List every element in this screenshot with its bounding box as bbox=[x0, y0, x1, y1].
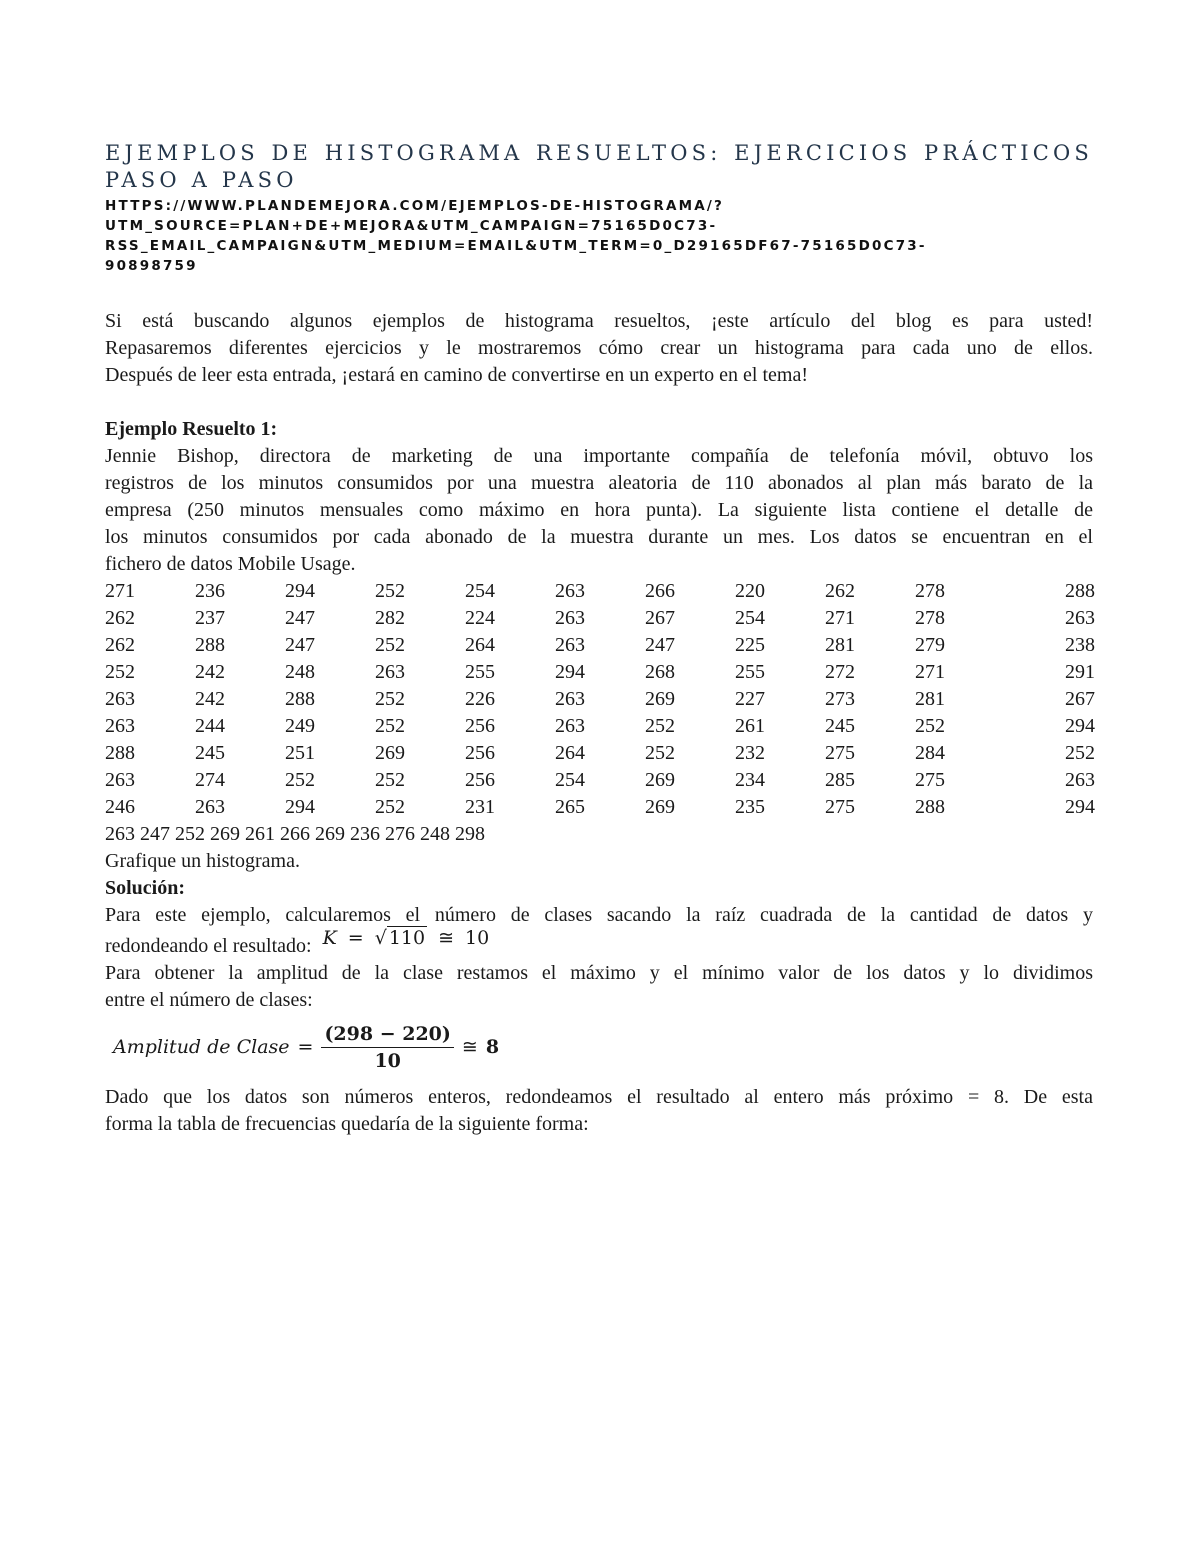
document-content bbox=[105, 140, 1093, 1138]
fraction-denominator: 10 bbox=[374, 1049, 401, 1072]
title-line-2: PASO A PASO bbox=[105, 168, 298, 192]
table-cell: 294 bbox=[555, 661, 585, 683]
table-cell: 288 bbox=[915, 796, 945, 818]
eq2-equals: = bbox=[297, 1036, 314, 1058]
table-cell: 264 bbox=[555, 742, 585, 764]
table-cell: 251 bbox=[285, 742, 315, 764]
table-cell: 252 bbox=[105, 661, 135, 683]
table-cell: 269 bbox=[645, 796, 675, 818]
table-cell: 252 bbox=[645, 742, 675, 764]
solution-section bbox=[105, 821, 1093, 929]
table-cell: 273 bbox=[825, 688, 855, 710]
table-cell: 267 bbox=[1065, 688, 1095, 710]
table-cell: 294 bbox=[285, 796, 315, 818]
table-cell: 242 bbox=[195, 661, 225, 683]
table-cell: 279 bbox=[915, 634, 945, 656]
task-text: Grafique un histograma. bbox=[105, 850, 300, 872]
example-line-3: empresa (250 minutos mensuales como máximo en hora punta). La siguiente lista contiene el detalle de bbox=[105, 499, 1093, 521]
table-cell: 278 bbox=[915, 580, 945, 602]
table-cell: 255 bbox=[735, 661, 765, 683]
table-cell: 252 bbox=[375, 769, 405, 791]
table-cell: 272 bbox=[825, 661, 855, 683]
solution-line-4: entre el número de clases: bbox=[105, 989, 313, 1011]
table-cell: 254 bbox=[555, 769, 585, 791]
table-cell: 266 bbox=[645, 580, 675, 602]
document-title bbox=[105, 140, 1093, 194]
solution-heading: Solución: bbox=[105, 877, 186, 899]
table-cell: 247 bbox=[285, 634, 315, 656]
table-cell: 254 bbox=[735, 607, 765, 629]
intro-line-3: Después de leer esta entrada, ¡estará en camino de convertirse en un experto en el tema! bbox=[105, 364, 808, 386]
table-cell: 225 bbox=[735, 634, 765, 656]
table-cell: 274 bbox=[195, 769, 225, 791]
table-cell: 264 bbox=[465, 634, 495, 656]
table-cell: 263 bbox=[105, 715, 135, 737]
example-line-5: fichero de datos Mobile Usage. bbox=[105, 553, 356, 575]
table-cell: 294 bbox=[285, 580, 315, 602]
table-cell: 271 bbox=[825, 607, 855, 629]
amplitude-text bbox=[105, 960, 1093, 1014]
table-cell: 235 bbox=[735, 796, 765, 818]
solution-line-1: Para este ejemplo, calcularemos el número de clases sacando la raíz cuadrada de la cantidad de datos y bbox=[105, 904, 1093, 926]
table-cell: 263 bbox=[555, 580, 585, 602]
table-row bbox=[105, 605, 1095, 632]
table-cell: 262 bbox=[105, 634, 135, 656]
table-cell: 256 bbox=[465, 715, 495, 737]
table-cell: 252 bbox=[375, 634, 405, 656]
table-cell: 252 bbox=[375, 580, 405, 602]
table-cell: 232 bbox=[735, 742, 765, 764]
table-cell: 252 bbox=[1065, 742, 1095, 764]
fraction bbox=[321, 1021, 453, 1074]
table-row bbox=[105, 794, 1095, 821]
intro-line-1: Si está buscando algunos ejemplos de histograma resueltos, ¡este artículo del blog es para usted! bbox=[105, 310, 1093, 332]
conclusion-paragraph bbox=[105, 1084, 1093, 1138]
table-cell: 256 bbox=[465, 769, 495, 791]
table-cell: 263 bbox=[1065, 769, 1095, 791]
table-cell: 245 bbox=[825, 715, 855, 737]
table-cell: 267 bbox=[645, 607, 675, 629]
sqrt-symbol: √ 110 bbox=[374, 927, 426, 949]
classes-line bbox=[105, 927, 1093, 960]
classes-equation bbox=[323, 927, 490, 949]
table-cell: 263 bbox=[105, 769, 135, 791]
table-cell: 252 bbox=[915, 715, 945, 737]
table-cell: 268 bbox=[645, 661, 675, 683]
example-heading: Ejemplo Resuelto 1: bbox=[105, 418, 278, 440]
eq2-rhs: 8 bbox=[485, 1036, 500, 1058]
solution-line-5: Dado que los datos son números enteros, redondeamos el resultado al entero más próximo = 8. De esta bbox=[105, 1086, 1093, 1108]
eq1-radicand: 110 bbox=[388, 927, 426, 949]
table-row bbox=[105, 578, 1095, 605]
table-cell: 252 bbox=[645, 715, 675, 737]
table-cell: 247 bbox=[285, 607, 315, 629]
table-cell: 238 bbox=[1065, 634, 1095, 656]
eq2-lhs: Amplitud de Clase bbox=[113, 1036, 290, 1058]
data-last-line: 263 247 252 269 261 266 269 236 276 248 298 bbox=[105, 823, 485, 845]
table-cell: 261 bbox=[735, 715, 765, 737]
amplitude-equation bbox=[113, 1018, 1093, 1076]
table-cell: 242 bbox=[195, 688, 225, 710]
eq1-approx: ≅ bbox=[438, 927, 455, 949]
table-cell: 271 bbox=[105, 580, 135, 602]
table-cell: 263 bbox=[375, 661, 405, 683]
table-cell: 281 bbox=[915, 688, 945, 710]
table-cell: 247 bbox=[645, 634, 675, 656]
table-cell: 254 bbox=[465, 580, 495, 602]
eq1-lhs: K bbox=[322, 927, 337, 949]
fraction-numerator: (298 − 220) bbox=[321, 1021, 453, 1048]
intro-line-2: Repasaremos diferentes ejercicios y le mostraremos cómo crear un histograma para cada uno de ellos. bbox=[105, 337, 1093, 359]
url-line-3[interactable]: RSS_EMAIL_CAMPAIGN&UTM_MEDIUM=EMAIL&UTM_TERM=0_D29165DF67-75165D0C73- bbox=[105, 238, 927, 254]
table-cell: 284 bbox=[915, 742, 945, 764]
example-line-2: registros de los minutos consumidos por una muestra aleatoria de 110 abonados al plan más barato de la bbox=[105, 472, 1093, 494]
url-line-1[interactable]: HTTPS://WWW.PLANDEMEJORA.COM/EJEMPLOS-DE-HISTOGRAMA/? bbox=[105, 198, 725, 214]
table-cell: 224 bbox=[465, 607, 495, 629]
table-cell: 249 bbox=[285, 715, 315, 737]
table-cell: 278 bbox=[915, 607, 945, 629]
table-cell: 226 bbox=[465, 688, 495, 710]
table-cell: 252 bbox=[375, 796, 405, 818]
table-cell: 263 bbox=[195, 796, 225, 818]
eq1-rhs: 10 bbox=[465, 927, 490, 949]
table-cell: 231 bbox=[465, 796, 495, 818]
table-row bbox=[105, 659, 1095, 686]
solution-line-2: redondeando el resultado: bbox=[105, 935, 312, 957]
table-cell: 288 bbox=[285, 688, 315, 710]
table-cell: 294 bbox=[1065, 715, 1095, 737]
table-cell: 263 bbox=[555, 715, 585, 737]
table-cell: 288 bbox=[1065, 580, 1095, 602]
table-row bbox=[105, 632, 1095, 659]
table-cell: 236 bbox=[195, 580, 225, 602]
table-cell: 246 bbox=[105, 796, 135, 818]
table-cell: 262 bbox=[105, 607, 135, 629]
table-cell: 263 bbox=[555, 634, 585, 656]
table-cell: 244 bbox=[195, 715, 225, 737]
eq2-approx: ≅ bbox=[461, 1036, 478, 1058]
solution-line-6: forma la tabla de frecuencias quedaría de la siguiente forma: bbox=[105, 1113, 589, 1135]
table-row bbox=[105, 713, 1095, 740]
table-cell: 285 bbox=[825, 769, 855, 791]
data-table bbox=[105, 578, 1095, 821]
table-cell: 248 bbox=[285, 661, 315, 683]
table-cell: 269 bbox=[645, 688, 675, 710]
eq1-equals: = bbox=[347, 927, 364, 949]
table-cell: 288 bbox=[105, 742, 135, 764]
table-cell: 245 bbox=[195, 742, 225, 764]
table-cell: 220 bbox=[735, 580, 765, 602]
table-cell: 265 bbox=[555, 796, 585, 818]
table-cell: 237 bbox=[195, 607, 225, 629]
example-line-1: Jennie Bishop, directora de marketing de una importante compañía de telefonía móvil, obtuvo los bbox=[105, 445, 1093, 467]
table-cell: 263 bbox=[555, 688, 585, 710]
source-url[interactable] bbox=[105, 196, 1093, 276]
table-cell: 234 bbox=[735, 769, 765, 791]
table-cell: 275 bbox=[915, 769, 945, 791]
example-section bbox=[105, 416, 1093, 578]
table-cell: 275 bbox=[825, 796, 855, 818]
table-cell: 262 bbox=[825, 580, 855, 602]
table-row bbox=[105, 767, 1095, 794]
table-cell: 263 bbox=[555, 607, 585, 629]
table-cell: 275 bbox=[825, 742, 855, 764]
table-cell: 252 bbox=[375, 715, 405, 737]
solution-line-3: Para obtener la amplitud de la clase restamos el máximo y el mínimo valor de los datos y lo dividimos bbox=[105, 962, 1093, 984]
table-cell: 294 bbox=[1065, 796, 1095, 818]
table-cell: 269 bbox=[375, 742, 405, 764]
example-line-4: los minutos consumidos por cada abonado de la muestra durante un mes. Los datos se encuentran en el bbox=[105, 526, 1093, 548]
table-row bbox=[105, 686, 1095, 713]
title-line-1: EJEMPLOS DE HISTOGRAMA RESUELTOS: EJERCICIOS PRÁCTICOS bbox=[105, 141, 1093, 165]
table-cell: 281 bbox=[825, 634, 855, 656]
table-cell: 252 bbox=[375, 688, 405, 710]
table-cell: 255 bbox=[465, 661, 495, 683]
table-cell: 282 bbox=[375, 607, 405, 629]
url-line-2[interactable]: UTM_SOURCE=PLAN+DE+MEJORA&UTM_CAMPAIGN=75165D0C73- bbox=[105, 218, 718, 234]
table-cell: 269 bbox=[645, 769, 675, 791]
table-cell: 291 bbox=[1065, 661, 1095, 683]
intro-paragraph bbox=[105, 308, 1093, 389]
url-line-4[interactable]: 90898759 bbox=[105, 258, 198, 274]
table-cell: 263 bbox=[1065, 607, 1095, 629]
table-cell: 227 bbox=[735, 688, 765, 710]
table-cell: 263 bbox=[105, 688, 135, 710]
table-cell: 288 bbox=[195, 634, 225, 656]
table-cell: 256 bbox=[465, 742, 495, 764]
table-cell: 271 bbox=[915, 661, 945, 683]
table-row bbox=[105, 740, 1095, 767]
table-cell: 252 bbox=[285, 769, 315, 791]
